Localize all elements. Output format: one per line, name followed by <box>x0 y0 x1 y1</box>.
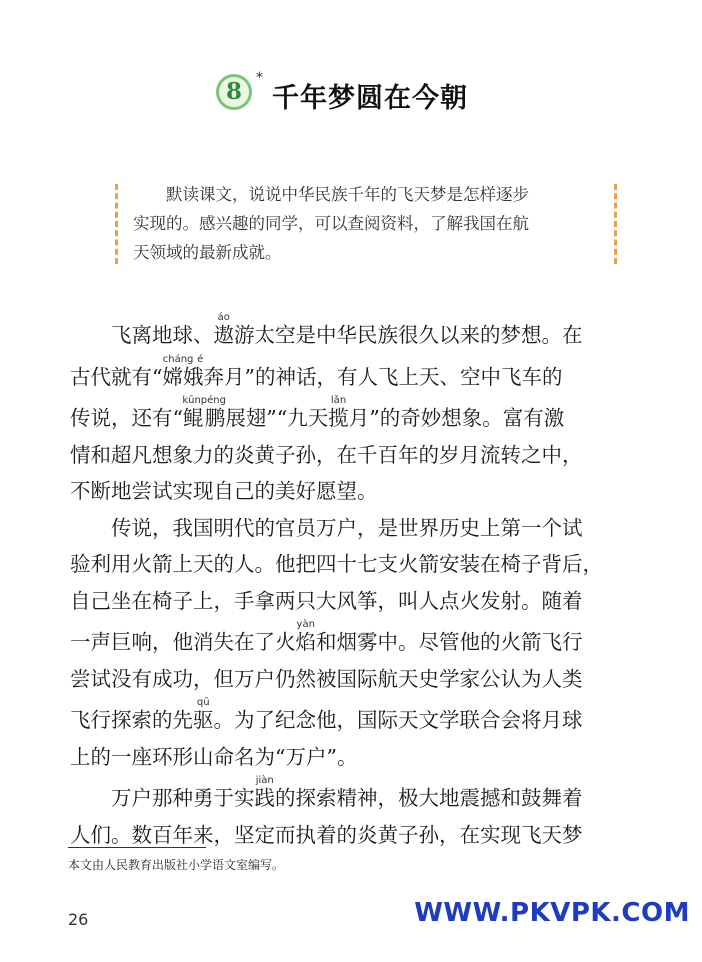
text-run: 游太空是中华民族很久以来的梦想。在 <box>234 323 583 347</box>
text-line <box>70 312 640 354</box>
paragraph-3 <box>70 775 640 853</box>
annotated-character: 嫦娥cháng é <box>162 353 204 389</box>
lesson-title-area <box>0 70 702 122</box>
text-run: 月”的奇妙想象。富有激 <box>348 406 565 430</box>
pinyin-annotation: lǎn <box>328 395 349 406</box>
text-line: 情和超凡想象力的炎黄子孙，在千百年的岁月流转之中， <box>70 442 583 467</box>
guide-left-border <box>115 184 118 264</box>
text-run: 奔月”的神话，有人飞上天、空中飞车的 <box>203 364 563 389</box>
annotated-character: 鲲鹏kūnpéng <box>182 395 226 430</box>
text-run: 的探索精神，极大地震撼和鼓舞着 <box>275 786 583 810</box>
annotated-character: 践jiàn <box>254 775 275 810</box>
paragraph-1 <box>70 312 640 510</box>
guide-right-border <box>614 184 617 264</box>
text-run: 。为了纪念他，国际天文学联合会将月球 <box>213 708 583 732</box>
text-run: 传说，还有“ <box>70 406 183 430</box>
footnote-divider <box>68 847 206 848</box>
pinyin-annotation: cháng é <box>162 353 204 365</box>
optional-lesson-marker: * <box>256 70 263 86</box>
text-line <box>70 619 640 661</box>
pinyin-annotation: yàn <box>295 619 316 630</box>
pinyin-annotation: jiàn <box>254 775 275 786</box>
annotated-character: 揽lǎn <box>328 395 349 430</box>
text-run: 飞离地球、 <box>111 323 214 347</box>
text-line: 不断地尝试实现自己的美好愿望。 <box>70 479 378 503</box>
guide-line: 实现的。感兴趣的同学，可以查阅资料，了解我国在航 <box>133 214 529 233</box>
page-number: 26 <box>68 910 89 929</box>
text-run: 和烟雾中。尽管他的火箭飞行 <box>316 630 583 654</box>
pinyin-annotation: áo <box>213 312 234 323</box>
annotated-character: 遨áo <box>213 312 234 347</box>
reading-guide-text <box>133 180 607 267</box>
lesson-number-badge: 8 <box>216 74 252 110</box>
lesson-title: 千年梦圆在今朝 <box>272 83 468 114</box>
text-line: 尝试没有成功，但万户仍然被国际航天史学家公认为人类 <box>70 666 583 691</box>
footnote: 本文由人民教育出版社小学语文室编写。 <box>68 858 285 872</box>
pinyin-annotation: qū <box>193 697 214 708</box>
watermark: WWW.PKVPK.COM <box>414 898 690 928</box>
text-line <box>70 354 640 396</box>
text-line: 传说，我国明代的官员万户，是世界历史上第一个试 <box>111 515 583 540</box>
text-run: 万户那种勇于实 <box>111 786 255 810</box>
guide-line: 天领域的最新成就。 <box>133 243 282 262</box>
text-run: 飞行探索的先 <box>70 708 193 732</box>
text-line: 验利用火箭上天的人。他把四十七支火箭安装在椅子背后， <box>70 552 603 576</box>
text-line <box>70 775 640 817</box>
guide-line: 默读课文，说说中华民族千年的飞天梦是怎样逐步 <box>166 185 529 204</box>
paragraph-2 <box>70 510 640 776</box>
text-run: 展翅”“九天 <box>225 406 329 430</box>
text-line: 上的一座环形山命名为“万户”。 <box>70 744 358 769</box>
pinyin-annotation: kūnpéng <box>182 395 226 406</box>
text-line: 人们。数百年来，坚定而执着的炎黄子孙，在实现飞天梦 <box>70 822 583 847</box>
text-run: 一声巨响，他消失在了火 <box>70 630 296 654</box>
text-line <box>70 395 640 437</box>
lesson-body <box>70 312 640 853</box>
text-line: 自己坐在椅子上，手拿两只大风筝，叫人点火发射。随着 <box>70 588 583 613</box>
text-line <box>70 697 640 739</box>
text-run: 古代就有“ <box>70 364 163 389</box>
annotated-character: 驱qū <box>193 697 214 732</box>
reading-guide-box <box>115 180 617 268</box>
annotated-character: 焰yàn <box>295 619 316 654</box>
